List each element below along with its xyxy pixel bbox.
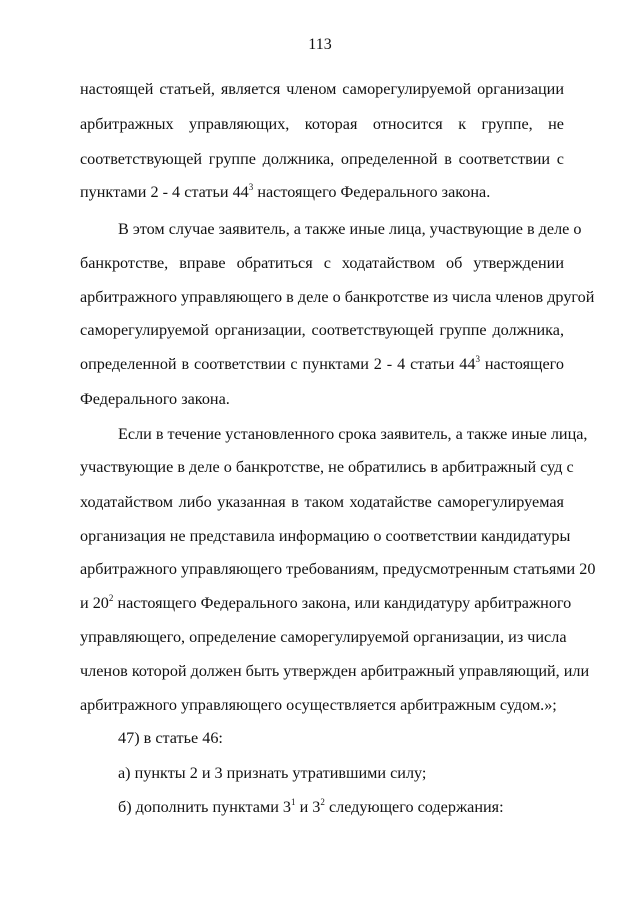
text-line: Если в течение установленного срока заявитель, а также иные лица,: [118, 425, 588, 443]
text-line: ходатайством либо указанная в таком ходатайстве саморегулируемая: [80, 493, 564, 511]
text-line: определенной в соответствии с пунктами 2 - 4 статьи $44^3$ настоящего: [80, 354, 564, 373]
text-line: б) дополнить пунктами $3^1$ и $3^2$ следующего содержания:: [118, 797, 504, 816]
text-line: и $20^2$ настоящего Федерального закона, или кандидатуру арбитражного: [80, 593, 572, 612]
text-line: арбитражных управляющих, которая относится к группе, не: [80, 115, 564, 133]
text-line: управляющего, определение саморегулируемой организации, из числа: [80, 628, 567, 646]
text-line: арбитражного управляющего в деле о банкротстве из числа членов другой: [80, 288, 595, 306]
text-line: банкротстве, вправе обратиться с ходатайством об утверждении: [80, 254, 564, 272]
superscript: 2: [320, 797, 325, 807]
text-line: настоящей статьей, является членом саморегулируемой организации: [80, 80, 564, 98]
text-line: Федерального закона.: [80, 390, 230, 408]
text-line: а) пункты 2 и 3 признать утратившими силу;: [118, 764, 427, 782]
superscript: 3: [475, 354, 480, 364]
text-line: арбитражного управляющего требованиям, предусмотренным статьями 20: [80, 560, 596, 578]
text-line: 47) в статье 46:: [118, 729, 223, 747]
superscript: 1: [291, 797, 296, 807]
text-line: организация не представила информацию о соответствии кандидатуры: [80, 527, 571, 545]
page-number: 113: [308, 36, 332, 53]
text-line: В этом случае заявитель, а также иные лица, участвующие в деле о: [118, 220, 582, 238]
text-line: соответствующей группе должника, определенной в соответствии с: [80, 150, 564, 168]
text-line: участвующие в деле о банкротстве, не обратились в арбитражный суд с: [80, 458, 574, 476]
text-line: пунктами 2 - 4 статьи $44^3$ настоящего Федерального закона.: [80, 182, 491, 201]
text-line: арбитражного управляющего осуществляется арбитражным судом.»;: [80, 696, 557, 714]
superscript: 2: [108, 593, 114, 603]
text-line: саморегулируемой организации, соответствующей группе должника,: [80, 321, 564, 339]
text-line: членов которой должен быть утвержден арбитражный управляющий, или: [80, 662, 590, 680]
superscript: 3: [248, 182, 254, 192]
